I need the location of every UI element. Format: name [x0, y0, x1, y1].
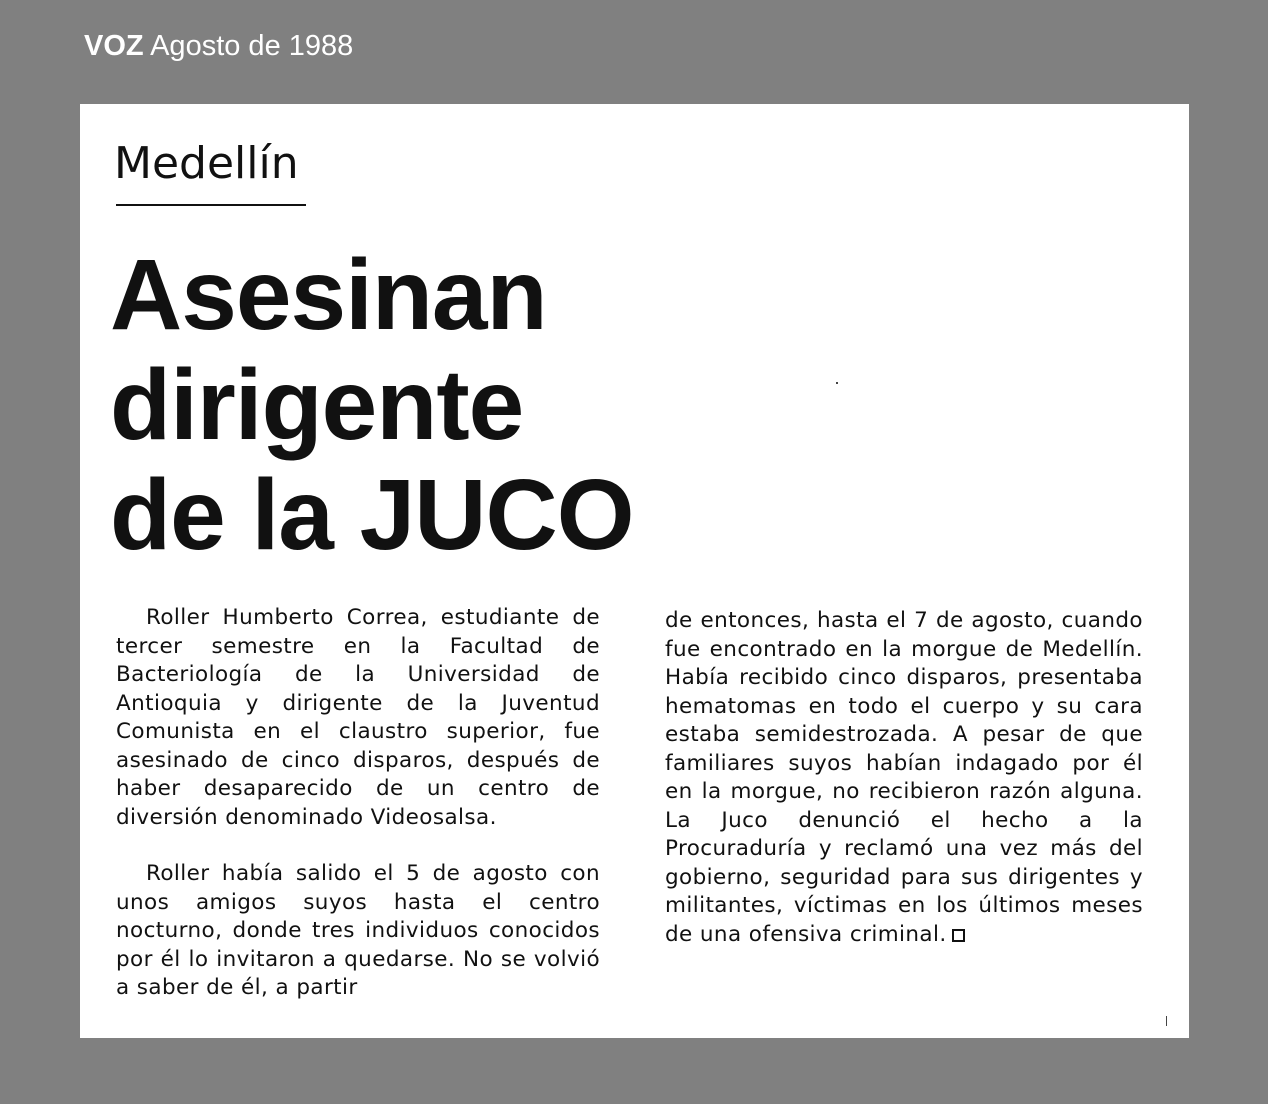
print-speck — [836, 382, 838, 384]
body-paragraph: Roller había salido el 5 de agosto con unos amigos suyos hasta el centro nocturno, donde tres individuos conocidos por él lo invitaron a quedarse. No se volvió a saber de él, a partir — [116, 861, 600, 1000]
section-rule — [116, 204, 306, 206]
body-paragraph: Roller Humberto Correa, estudiante de tercer semestre en la Facultad de Bacteriología de la Universidad de Antioquia y dirigente de la Juventud Comunista en el claustro superior, fue asesinado de cinco disparos, después de haber desaparecido de un centro de diversión denominado Videosalsa. — [116, 605, 600, 830]
body-paragraph-end — [665, 607, 1143, 949]
newspaper-clipping — [80, 104, 1189, 1038]
body-column-right — [665, 607, 1143, 949]
body-paragraph-text: de entonces, hasta el 7 de agosto, cuando fue encontrado en la morgue de Medellín. Había recibido cinco disparos, presentaba hematomas en todo el cuerpo y su cara estaba semidestrozada. A pesar de que familiares suyos habían indagado por él en la morgue, no recibieron razón alguna. La Juco denunció el hecho a la Procuraduría y reclamó una vez más del gobierno, seguridad para sus dirigentes y militantes, víctimas en los últimos meses de una ofensiva criminal. — [665, 608, 1143, 947]
headline-line: Asesinan — [110, 239, 547, 351]
headline-line: de la JUCO — [110, 459, 634, 571]
publication-date: Agosto de 1988 — [150, 30, 354, 62]
print-speck — [1166, 1016, 1167, 1026]
publication-name: VOZ — [84, 30, 144, 62]
end-mark-icon — [952, 929, 965, 942]
headline-line: dirigente — [110, 349, 524, 461]
section-label: Medellín — [114, 138, 299, 189]
body-column-left — [116, 604, 600, 1003]
headline — [110, 240, 634, 570]
source-caption — [84, 32, 353, 61]
